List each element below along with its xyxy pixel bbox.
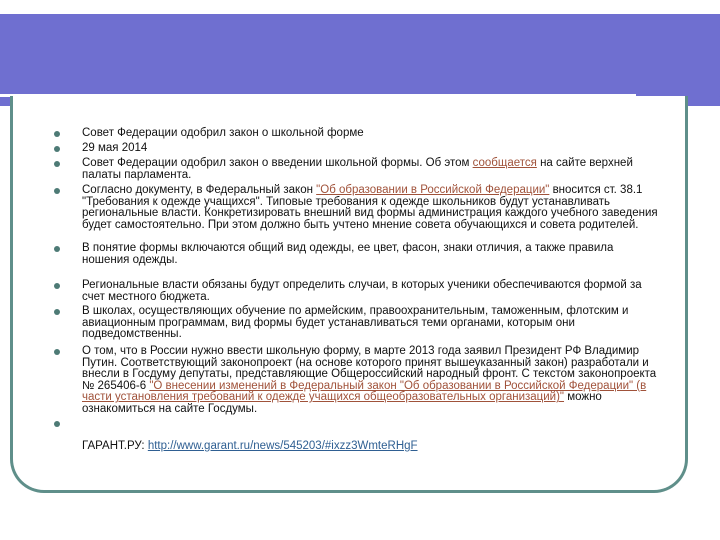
bullet-dot — [54, 146, 60, 152]
item-text-pre: Совет Федерации одобрил закон о введении школьной формы. Об этом — [82, 157, 473, 169]
bullet-dot — [54, 283, 60, 289]
source-label: ГАРАНТ.РУ: — [82, 440, 148, 452]
item-text: 29 мая 2014 — [82, 142, 148, 154]
item-text: Совет Федерации одобрил закон о школьной форме — [82, 127, 364, 139]
item-text: В понятие формы включаются общий вид одежды, ее цвет, фасон, знаки отличия, а также правила ношения одежды. — [82, 242, 614, 266]
bullet-dot — [54, 161, 60, 167]
item-text-post: вносится ст. 38.1 "Требования к одежде учащихся". Типовые требования к одежде школьников будут устанавливать региональные власти. Конкретизировать внешний вид формы администрация каждого учебного заведения будет самостоятельно. При этом должно быть учтено мнение совета обучающихся и совета родителей. — [82, 184, 658, 231]
bullet-dot — [54, 421, 60, 427]
bullet-dot — [54, 131, 60, 137]
bullet-dot — [54, 246, 60, 252]
source-line — [82, 440, 418, 452]
item-text-post: можно ознакомиться на сайте Госдумы. — [82, 391, 602, 415]
item-text: Региональные власти обязаны будут определить случаи, в которых ученики обеспечиваются формой за счет местного бюджета. — [82, 279, 642, 303]
item-text — [82, 185, 662, 231]
header-banner — [0, 14, 720, 106]
item-text — [82, 346, 662, 416]
source-link[interactable]: сообщается — [472, 157, 537, 169]
bullet-dot — [54, 188, 60, 194]
item-text-post: на сайте верхней палаты парламента. — [82, 157, 633, 181]
bullet-dot — [54, 349, 60, 355]
header-banner-cap — [690, 14, 720, 106]
source-url-link[interactable]: http://www.garant.ru/news/545203/#ixzz3WmteRHgF — [147, 440, 418, 452]
bullet-dot — [54, 309, 60, 315]
item-text-pre: О том, что в России нужно ввести школьную форму, в марте 2013 года заявил Президент РФ Владимир Путин. Соответствующий законопроект (на основе которого принят вышеуказанный закон) разработали и внесли в Госдуму депутаты, представляющие Общероссийский народный фронт. С текстом законопроекта № 265406-6 — [82, 345, 657, 392]
item-text — [82, 158, 662, 181]
bill-link[interactable]: "О внесении изменений в Федеральный закон "Об образовании в Российской Федерации" (в части установления требований к одежде учащихся общеобразовательных организаций)" — [82, 379, 647, 404]
item-text: В школах, осуществляющих обучение по армейским, правоохранительным, таможенным, флотским и авиационным программам, вид формы будет устанавливаться теми органами, которым они подведомственны. — [82, 305, 629, 341]
item-text-pre: Согласно документу, в Федеральный закон — [82, 184, 317, 196]
law-link[interactable]: "Об образовании в Российской Федерации" — [316, 184, 550, 196]
